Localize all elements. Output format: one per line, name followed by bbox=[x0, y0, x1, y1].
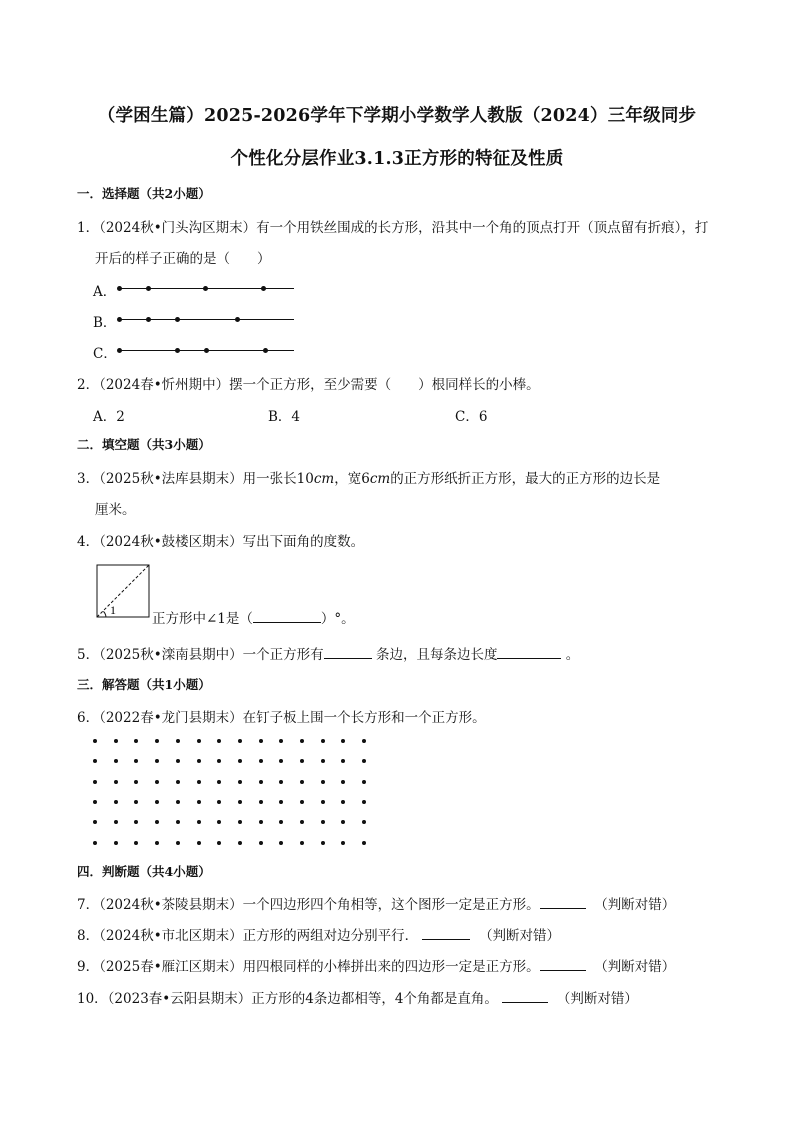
peg-dot[interactable] bbox=[197, 841, 201, 845]
peg-dot[interactable] bbox=[238, 759, 242, 763]
peg-dot[interactable] bbox=[238, 780, 242, 784]
peg-dot[interactable] bbox=[155, 820, 159, 824]
square-angle-figure bbox=[96, 564, 152, 620]
peg-dot[interactable] bbox=[176, 800, 180, 804]
q3-part2: ，宽6 bbox=[334, 471, 370, 487]
q3-unit1: cm bbox=[313, 471, 335, 487]
peg-dot[interactable] bbox=[321, 841, 325, 845]
vertex-dot bbox=[175, 348, 180, 353]
peg-dot[interactable] bbox=[176, 820, 180, 824]
peg-dot[interactable] bbox=[300, 800, 304, 804]
q7-answer-blank[interactable] bbox=[540, 894, 586, 909]
q9-statement: 9．（2025春•雁江区期末）用四根同样的小棒拼出来的四边形一定是正方形。 bbox=[77, 959, 540, 975]
question-9-text bbox=[77, 955, 675, 975]
page-title-line2: 个性化分层作业3.1.3正方形的特征及性质 bbox=[230, 149, 564, 169]
peg-dot[interactable] bbox=[341, 800, 345, 804]
angle-1-label: 1 bbox=[110, 603, 116, 617]
peg-dot[interactable] bbox=[362, 759, 366, 763]
peg-dot[interactable] bbox=[362, 739, 366, 743]
peg-dot[interactable] bbox=[155, 841, 159, 845]
q8-judge-hint: （判断对错） bbox=[479, 928, 561, 944]
peg-dot[interactable] bbox=[279, 800, 283, 804]
peg-dot[interactable] bbox=[300, 739, 304, 743]
peg-dot[interactable] bbox=[176, 841, 180, 845]
peg-dot[interactable] bbox=[259, 820, 263, 824]
question-5-text bbox=[77, 643, 579, 663]
peg-dot[interactable] bbox=[341, 759, 345, 763]
peg-dot[interactable] bbox=[217, 739, 221, 743]
vertex-dot bbox=[263, 348, 268, 353]
q3-unit2: cm bbox=[369, 471, 391, 487]
peg-dot[interactable] bbox=[176, 739, 180, 743]
peg-dot[interactable] bbox=[93, 820, 97, 824]
vertex-dot bbox=[203, 286, 208, 291]
peg-dot[interactable] bbox=[176, 759, 180, 763]
vertex-dot bbox=[117, 348, 122, 353]
question-1-text: 1．（2024秋•门头沟区期末）有一个用铁丝围成的长方形，沿其中一个角的顶点打开（顶点留有折痕），打 bbox=[77, 220, 709, 236]
peg-dot[interactable] bbox=[362, 780, 366, 784]
peg-dot[interactable] bbox=[279, 780, 283, 784]
question-3-text-cont: 厘米。 bbox=[95, 502, 136, 518]
peg-dot[interactable] bbox=[217, 841, 221, 845]
vertex-dot bbox=[261, 286, 266, 291]
peg-dot[interactable] bbox=[300, 841, 304, 845]
q10-judge-hint: （判断对错） bbox=[556, 991, 638, 1007]
peg-dot[interactable] bbox=[197, 739, 201, 743]
peg-dot[interactable] bbox=[259, 841, 263, 845]
q8-answer-blank[interactable] bbox=[422, 925, 470, 940]
peg-dot[interactable] bbox=[197, 800, 201, 804]
peg-dot[interactable] bbox=[93, 841, 97, 845]
q7-judge-hint: （判断对错） bbox=[594, 897, 676, 913]
vertex-dot bbox=[204, 348, 209, 353]
peg-dot[interactable] bbox=[321, 739, 325, 743]
question-8-text bbox=[77, 924, 560, 944]
q9-answer-blank[interactable] bbox=[540, 956, 586, 971]
vertex-dot bbox=[117, 317, 122, 322]
peg-dot[interactable] bbox=[197, 759, 201, 763]
peg-dot[interactable] bbox=[217, 800, 221, 804]
peg-dot[interactable] bbox=[259, 800, 263, 804]
section-heading-choice: 一．选择题（共2小题） bbox=[77, 186, 211, 201]
peg-dot[interactable] bbox=[114, 800, 118, 804]
q4-fill-post: ）°。 bbox=[320, 611, 355, 627]
peg-dot[interactable] bbox=[238, 820, 242, 824]
peg-dot[interactable] bbox=[217, 820, 221, 824]
question-4-fill bbox=[152, 607, 355, 627]
peg-dot[interactable] bbox=[259, 739, 263, 743]
q10-answer-blank[interactable] bbox=[502, 988, 548, 1003]
q3-part1: 3．（2025秋•法库县期末）用一张长10 bbox=[77, 471, 314, 487]
q2-option-a[interactable]: A．2 bbox=[93, 409, 125, 425]
peg-dot[interactable] bbox=[93, 759, 97, 763]
peg-dot[interactable] bbox=[259, 759, 263, 763]
q5-pre: 5．（2025秋•滦南县期中）一个正方形有 bbox=[77, 647, 324, 663]
peg-dot[interactable] bbox=[134, 759, 138, 763]
peg-dot[interactable] bbox=[93, 739, 97, 743]
peg-dot[interactable] bbox=[238, 800, 242, 804]
question-6-text: 6．（2022春•龙门县期末）在钉子板上围一个长方形和一个正方形。 bbox=[77, 710, 486, 726]
peg-dot[interactable] bbox=[155, 739, 159, 743]
peg-dot[interactable] bbox=[341, 739, 345, 743]
question-1-text-cont: 开后的样子正确的是（ ） bbox=[95, 251, 271, 267]
q4-fill-pre: 正方形中∠1是（ bbox=[152, 611, 253, 627]
q10-statement: 10．（2023春•云阳县期末）正方形的4条边都相等，4个角都是直角。 bbox=[77, 991, 498, 1007]
q2-option-b[interactable]: B．4 bbox=[268, 409, 301, 425]
peg-dot[interactable] bbox=[217, 759, 221, 763]
page-title-line1: （学困生篇）2025-2026学年下学期小学数学人教版（2024）三年级同步 bbox=[97, 106, 697, 126]
peg-dot[interactable] bbox=[321, 800, 325, 804]
q9-judge-hint: （判断对错） bbox=[594, 959, 676, 975]
peg-dot[interactable] bbox=[259, 780, 263, 784]
q1-option-b-label[interactable]: B． bbox=[93, 315, 117, 331]
section-heading-judge: 四．判断题（共4小题） bbox=[77, 864, 211, 879]
q5-post: 。 bbox=[565, 647, 580, 663]
vertex-dot bbox=[146, 286, 151, 291]
q5-blank-2[interactable] bbox=[497, 644, 561, 659]
q1-option-a-label[interactable]: A． bbox=[93, 284, 117, 300]
question-7-text bbox=[77, 893, 675, 913]
peg-dot[interactable] bbox=[93, 780, 97, 784]
peg-dot[interactable] bbox=[176, 780, 180, 784]
peg-dot[interactable] bbox=[134, 739, 138, 743]
vertex-dot bbox=[117, 286, 122, 291]
peg-dot[interactable] bbox=[114, 759, 118, 763]
peg-dot[interactable] bbox=[341, 820, 345, 824]
peg-dot[interactable] bbox=[134, 820, 138, 824]
peg-dot[interactable] bbox=[321, 780, 325, 784]
peg-dot[interactable] bbox=[134, 780, 138, 784]
q4-answer-blank[interactable] bbox=[253, 608, 321, 623]
peg-dot[interactable] bbox=[362, 820, 366, 824]
q8-statement: 8．（2024秋•市北区期末）正方形的两组对边分别平行． bbox=[77, 928, 419, 944]
peg-dot[interactable] bbox=[217, 780, 221, 784]
q7-statement: 7．（2024秋•茶陵县期末）一个四边形四个角相等，这个图形一定是正方形。 bbox=[77, 897, 540, 913]
q1-option-c-label[interactable]: C． bbox=[93, 346, 117, 362]
peg-dot[interactable] bbox=[93, 800, 97, 804]
peg-dot[interactable] bbox=[155, 780, 159, 784]
peg-dot[interactable] bbox=[279, 820, 283, 824]
peg-dot[interactable] bbox=[197, 820, 201, 824]
peg-dot[interactable] bbox=[279, 759, 283, 763]
peg-dot[interactable] bbox=[300, 759, 304, 763]
peg-dot[interactable] bbox=[321, 759, 325, 763]
peg-dot[interactable] bbox=[197, 780, 201, 784]
question-10-text bbox=[77, 987, 638, 1007]
q5-blank-1[interactable] bbox=[324, 644, 372, 659]
peg-dot[interactable] bbox=[300, 780, 304, 784]
vertex-dot bbox=[235, 317, 240, 322]
section-heading-answer: 三．解答题（共1小题） bbox=[77, 677, 211, 692]
peg-dot[interactable] bbox=[114, 739, 118, 743]
peg-dot[interactable] bbox=[300, 820, 304, 824]
peg-dot[interactable] bbox=[134, 800, 138, 804]
peg-dot[interactable] bbox=[279, 841, 283, 845]
peg-dot[interactable] bbox=[279, 739, 283, 743]
section-heading-fill: 二．填空题（共3小题） bbox=[77, 437, 211, 452]
q2-option-c[interactable]: C．6 bbox=[455, 409, 488, 425]
question-3-text bbox=[77, 467, 660, 487]
vertex-dot bbox=[146, 317, 151, 322]
peg-dot[interactable] bbox=[341, 780, 345, 784]
peg-dot[interactable] bbox=[341, 841, 345, 845]
peg-dot[interactable] bbox=[362, 841, 366, 845]
diagonal-dashed bbox=[97, 565, 149, 617]
question-2-text: 2．（2024春•忻州期中）摆一个正方形，至少需要（ ）根同样长的小棒。 bbox=[77, 377, 540, 393]
peg-dot[interactable] bbox=[134, 841, 138, 845]
angle-arc bbox=[103, 611, 106, 617]
peg-dot[interactable] bbox=[114, 780, 118, 784]
peg-dot[interactable] bbox=[362, 800, 366, 804]
question-4-text: 4．（2024秋•鼓楼区期末）写出下面角的度数。 bbox=[77, 534, 365, 550]
peg-dot[interactable] bbox=[155, 800, 159, 804]
peg-dot[interactable] bbox=[238, 841, 242, 845]
vertex-dot bbox=[175, 317, 180, 322]
peg-dot[interactable] bbox=[238, 739, 242, 743]
peg-dot[interactable] bbox=[114, 841, 118, 845]
peg-dot[interactable] bbox=[114, 820, 118, 824]
peg-dot[interactable] bbox=[155, 759, 159, 763]
peg-dot[interactable] bbox=[321, 820, 325, 824]
q5-mid: 条边，且每条边长度 bbox=[375, 647, 498, 663]
q3-part3: 的正方形纸折正方形，最大的正方形的边长是 bbox=[390, 471, 661, 487]
